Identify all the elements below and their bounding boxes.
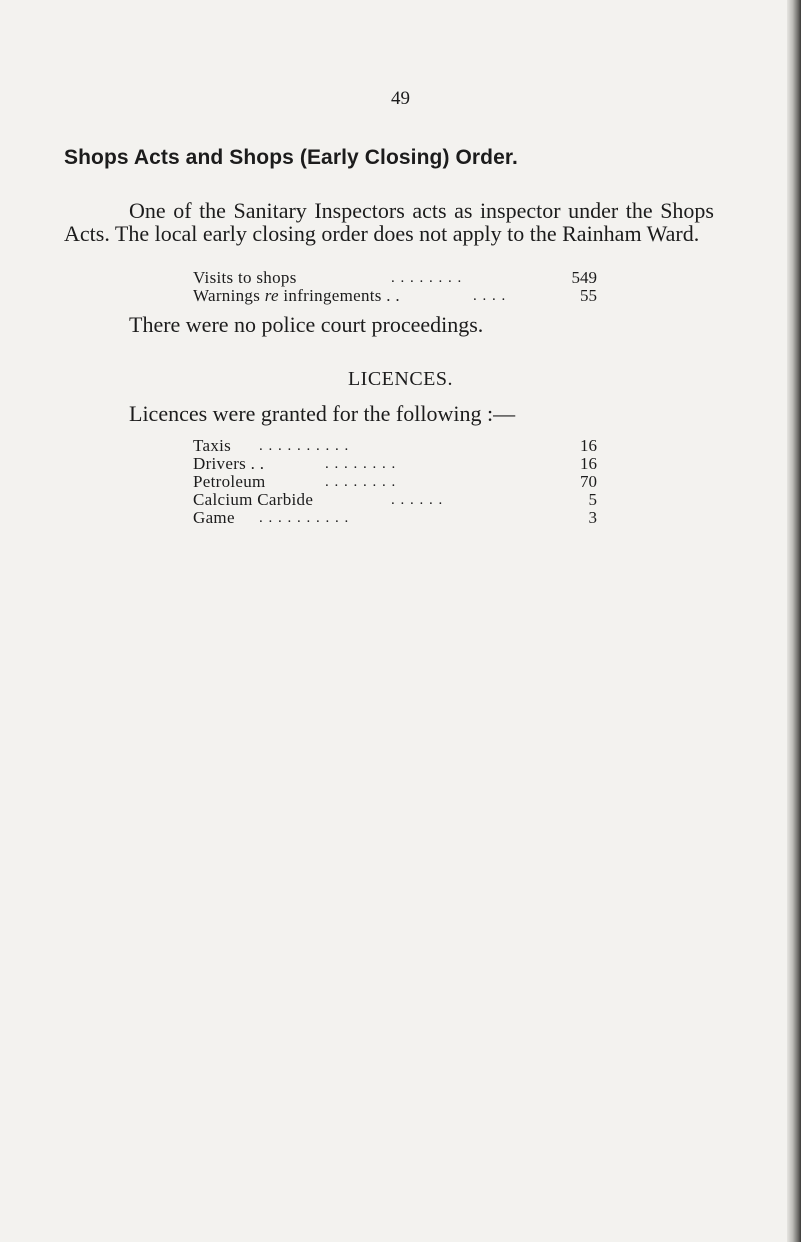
leader-dots: . . . . . . . . xyxy=(391,270,463,286)
section-heading: Shops Acts and Shops (Early Closing) Order. xyxy=(64,146,518,169)
leader-dots: . . . . . . . . . . xyxy=(259,438,350,454)
page-number: 49 xyxy=(391,88,410,109)
stats-value: 55 xyxy=(580,286,597,305)
licences-title: LICENCES. xyxy=(347,368,454,390)
leader-dots: . . . . . . . . xyxy=(325,474,397,490)
licences-table xyxy=(193,437,597,527)
licences-intro: Licences were granted for the following :— xyxy=(129,401,516,426)
stats-value: 549 xyxy=(571,268,597,287)
court-paragraph: There were no police court proceedings. xyxy=(129,312,484,337)
stats-row-warnings xyxy=(193,287,597,305)
leader-dots: . . . . . . xyxy=(391,492,444,508)
shops-stats-table xyxy=(193,269,597,305)
stats-label: Visits to shops xyxy=(193,268,297,287)
licence-row: Game . . . . . . . . . . 3 xyxy=(193,508,597,527)
page-edge-shadow xyxy=(787,0,801,1242)
licence-row: Drivers . . . . . . . . . . 16 xyxy=(193,454,597,473)
licence-row: Petroleum . . . . . . . . 70 xyxy=(193,472,597,491)
leader-dots: . . . . . . . . . . xyxy=(259,510,350,526)
stats-label: Warnings re infringements . . xyxy=(193,286,400,305)
stats-row-visits xyxy=(193,269,597,287)
intro-paragraph: One of the Sanitary Inspectors acts as inspector under the Shops Acts. The local early closing order does not apply to the Rainham Ward. xyxy=(64,198,714,246)
licence-row: Taxis . . . . . . . . . . 16 xyxy=(193,436,597,455)
leader-dots: . . . . . . . . xyxy=(325,456,397,472)
licence-row: Calcium Carbide . . . . . . 5 xyxy=(193,490,597,509)
leader-dots: . . . . xyxy=(473,288,507,304)
